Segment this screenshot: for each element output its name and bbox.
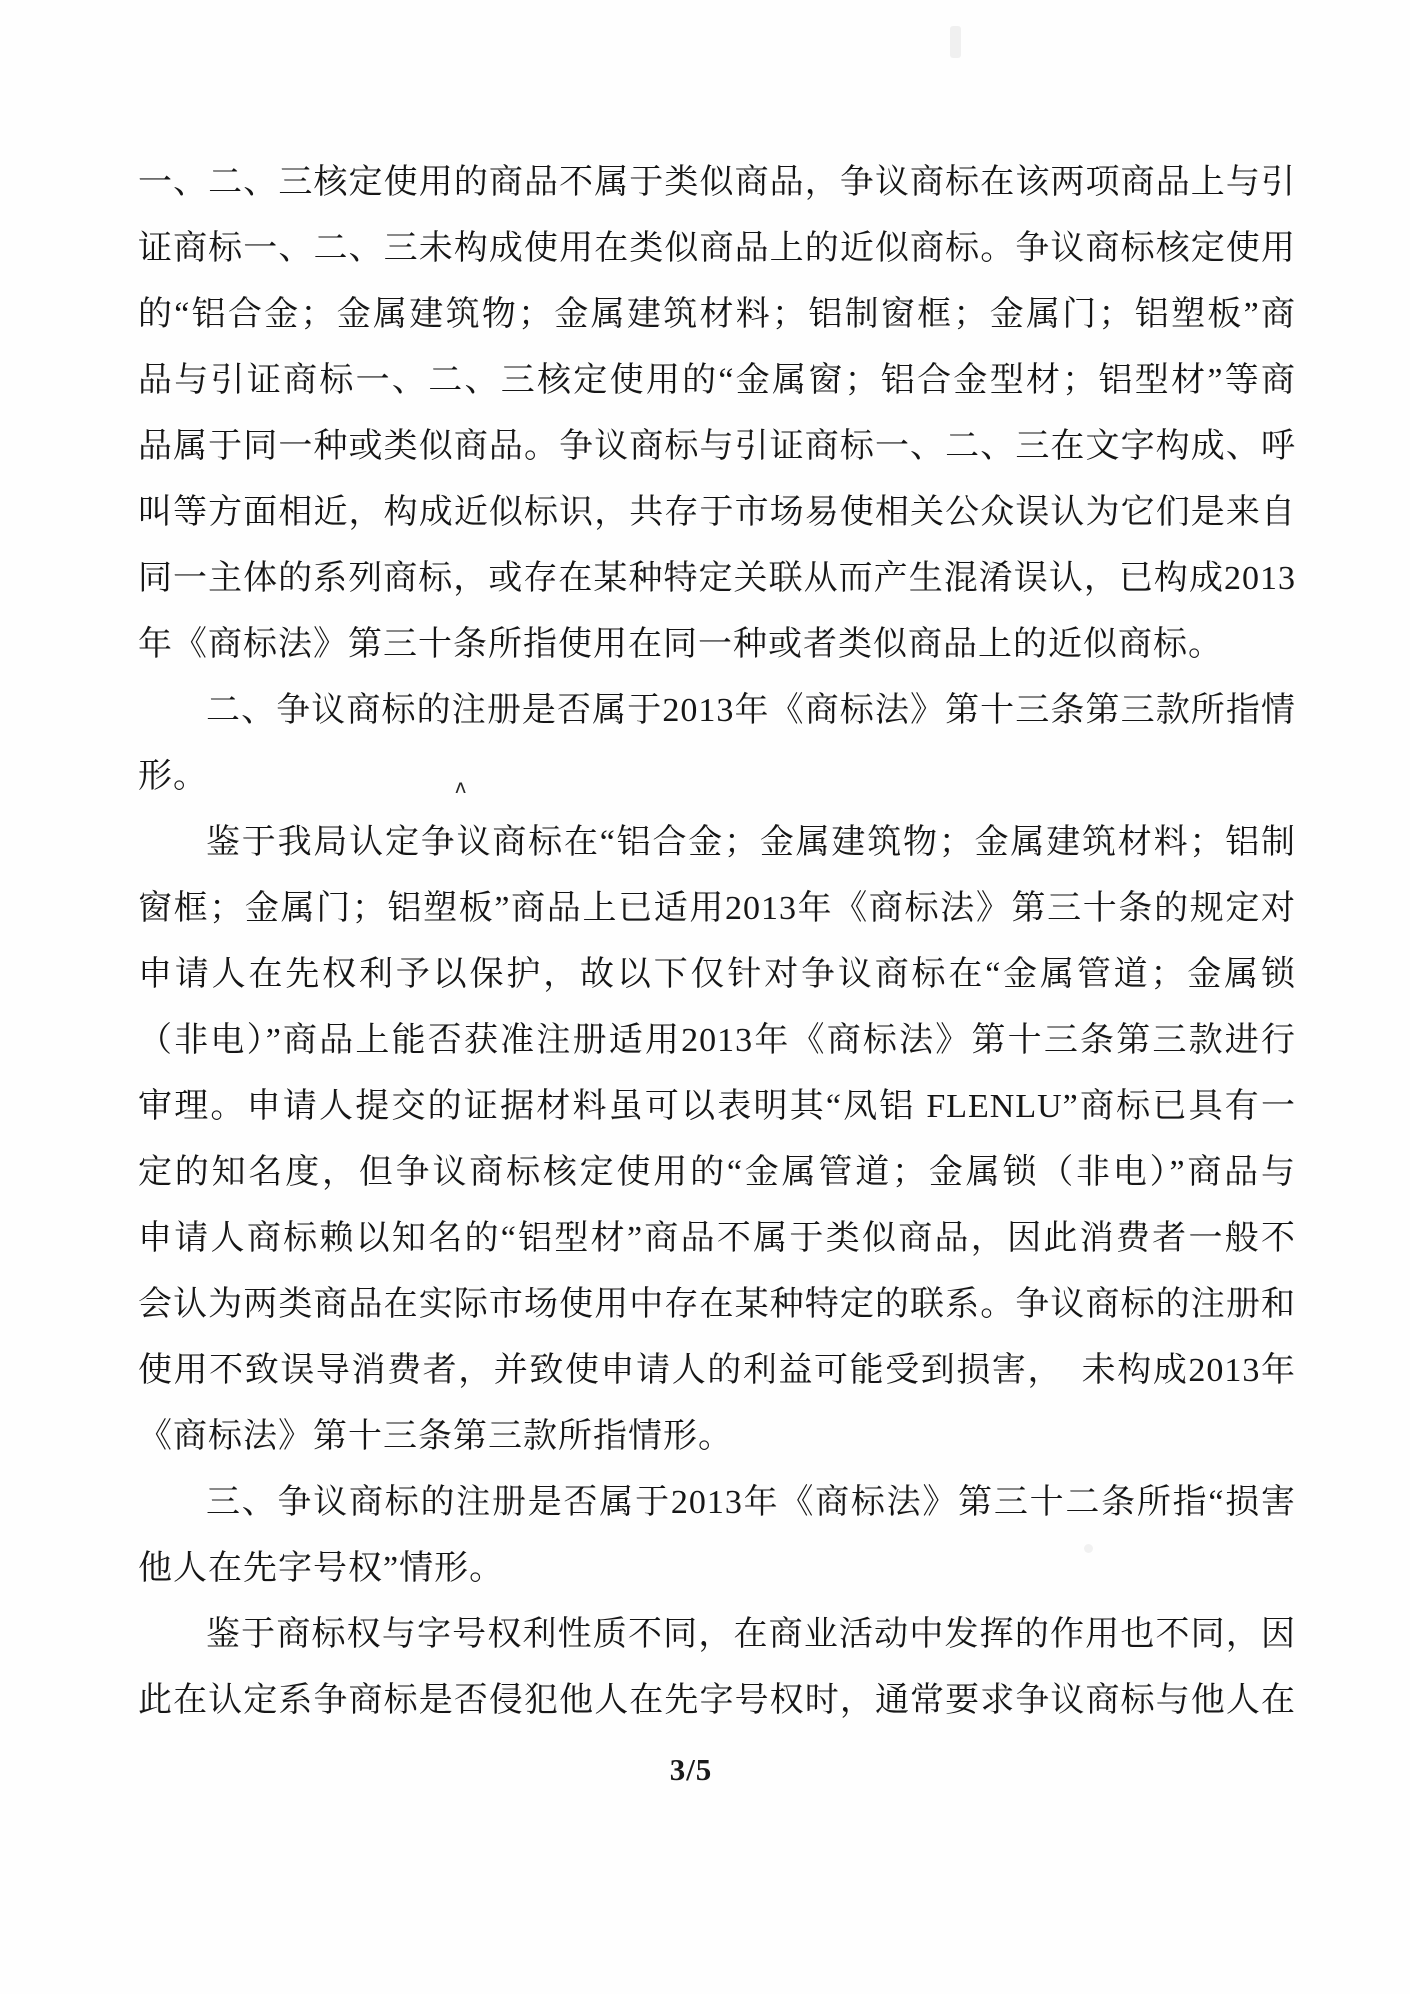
text-line: 年《商标法》第三十条所指使用在同一种或者类似商品上的近似商标。 (138, 626, 1223, 663)
text-line: 会认为两类商品在实际市场使用中存在某种特定的联系。争议商标的注册和 (138, 1286, 1296, 1323)
text-line: 证商标一、二、三未构成使用在类似商品上的近似商标。争议商标核定使用 (138, 230, 1296, 267)
text-line: 窗框；金属门；铝塑板”商品上已适用2013年《商标法》第三十条的规定对 (138, 890, 1296, 927)
text-line: （非电）”商品上能否获准注册适用2013年《商标法》第十三条第三款进行 (138, 1022, 1296, 1059)
scan-smudge-artifact (1084, 1544, 1093, 1553)
scan-caret-mark-artifact: ʌ (455, 776, 467, 798)
text-line: 使用不致误导消费者，并致使申请人的利益可能受到损害， 未构成2013年 (138, 1352, 1296, 1389)
text-line-section-heading: 二、争议商标的注册是否属于2013年《商标法》第十三条第三款所指情 (206, 692, 1296, 729)
document-body-text (138, 150, 1296, 1734)
page-number: 3/5 (669, 1752, 713, 1787)
text-line: 《商标法》第十三条第三款所指情形。 (138, 1418, 733, 1455)
text-line: 形。 (138, 758, 208, 795)
text-line: 此在认定系争商标是否侵犯他人在先字号权时，通常要求争议商标与他人在 (138, 1682, 1296, 1719)
text-line: 一、二、三核定使用的商品不属于类似商品，争议商标在该两项商品上与引 (138, 164, 1296, 201)
text-line: 申请人商标赖以知名的“铝型材”商品不属于类似商品，因此消费者一般不 (138, 1220, 1296, 1257)
text-line: 鉴于我局认定争议商标在“铝合金；金属建筑物；金属建筑材料；铝制 (206, 824, 1296, 861)
text-line: 定的知名度，但争议商标核定使用的“金属管道；金属锁（非电）”商品与 (138, 1154, 1296, 1191)
text-line: 品属于同一种或类似商品。争议商标与引证商标一、二、三在文字构成、呼 (138, 428, 1296, 465)
text-line: 同一主体的系列商标，或存在某种特定关联从而产生混淆误认，已构成2013 (138, 560, 1296, 597)
text-line: 审理。申请人提交的证据材料虽可以表明其“凤铝 FLENLU”商标已具有一 (138, 1088, 1296, 1125)
text-line: 品与引证商标一、二、三核定使用的“金属窗；铝合金型材；铝型材”等商 (138, 362, 1296, 399)
text-line: 叫等方面相近，构成近似标识，共存于市场易使相关公众误认为它们是来自 (138, 494, 1296, 531)
text-line: 的“铝合金；金属建筑物；金属建筑材料；铝制窗框；金属门；铝塑板”商 (138, 296, 1296, 333)
text-line-section-heading: 三、争议商标的注册是否属于2013年《商标法》第三十二条所指“损害 (206, 1484, 1296, 1521)
text-line: 鉴于商标权与字号权利性质不同，在商业活动中发挥的作用也不同，因 (206, 1616, 1296, 1653)
text-line: 申请人在先权利予以保护，故以下仅针对争议商标在“金属管道；金属锁 (138, 956, 1296, 993)
text-line: 他人在先字号权”情形。 (138, 1550, 505, 1587)
scan-smudge-artifact (950, 26, 961, 58)
